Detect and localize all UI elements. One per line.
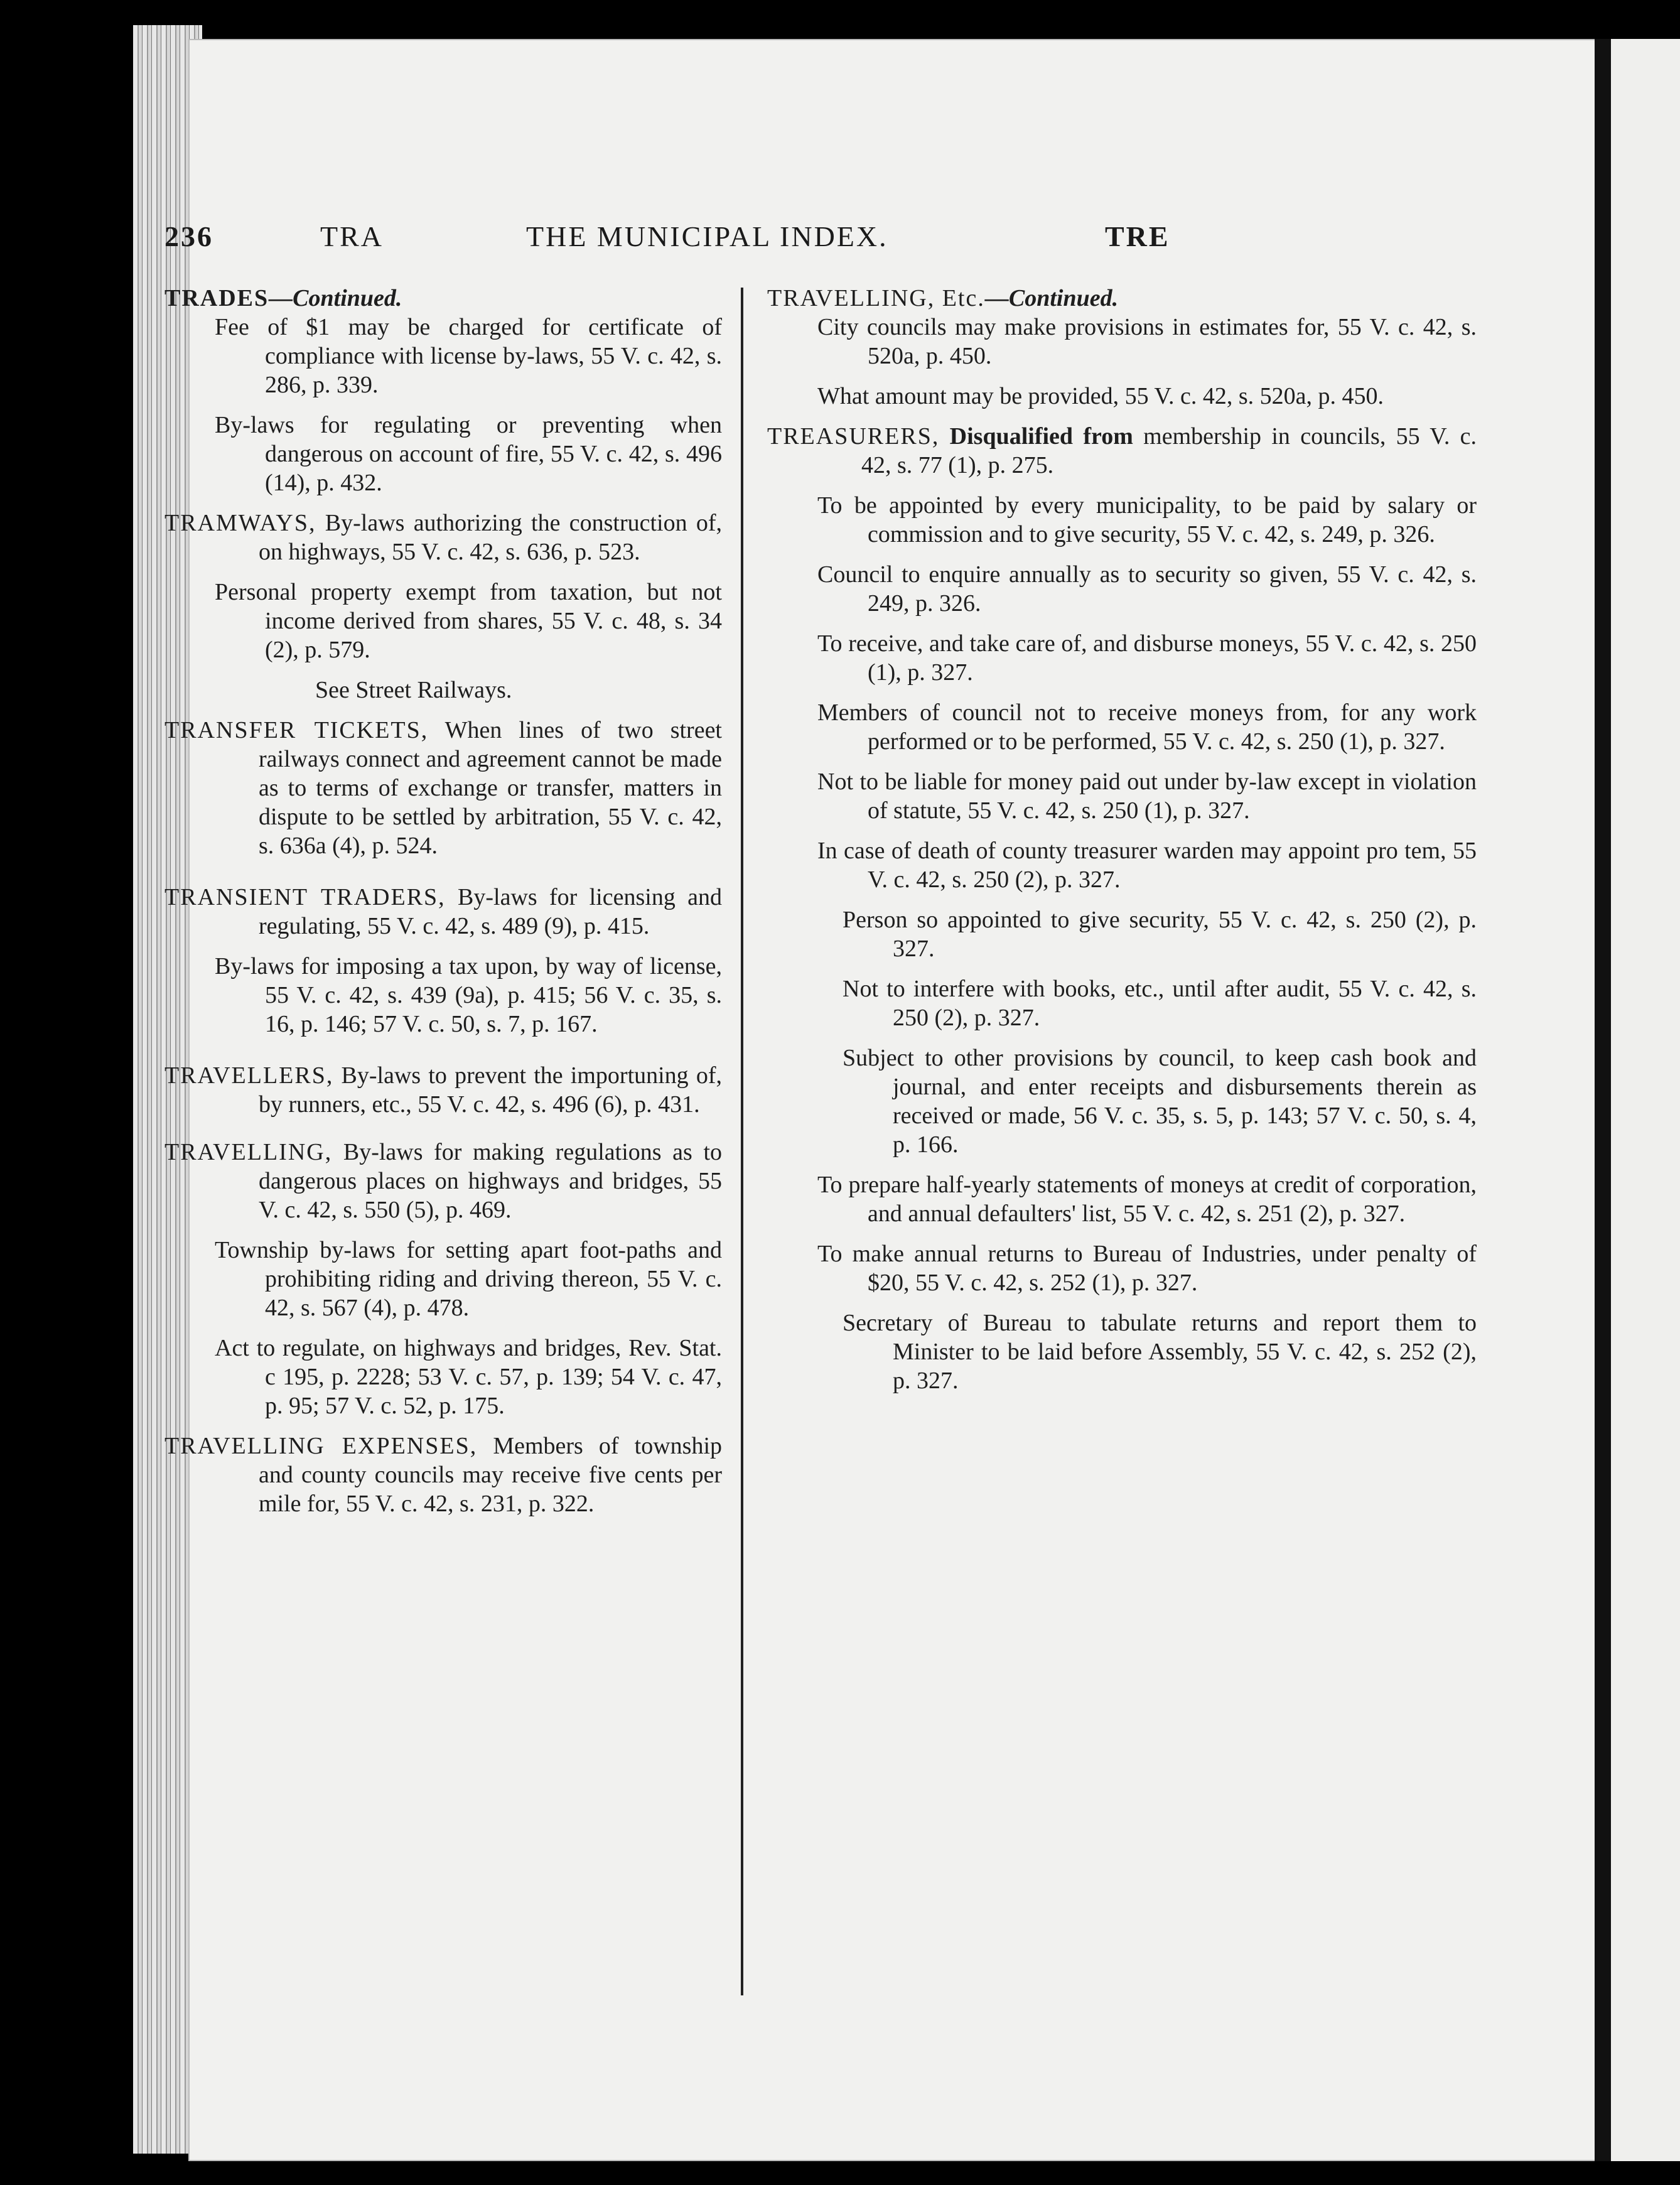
entry-heading: TRADES <box>164 285 269 311</box>
entry-travellers <box>164 1061 722 1119</box>
book-gutter <box>1595 39 1611 2161</box>
left-guide-word: TRA <box>320 220 384 252</box>
sub-entry: Council to enquire annually as to security so given, 55 V. c. 42, s. 249, p. 326. <box>817 561 1477 617</box>
entry-treasurers <box>767 422 1477 1395</box>
entry-text: By-laws authorizing the construction of, on highways, 55 V. c. 42, s. 636, p. 523. <box>259 510 723 565</box>
sub-entry: Act to regulate, on highways and bridges, Rev. Stat. c 195, p. 2228; 53 V. c. 57, p. 139; 54 V. c. 47, p. 95; 57 V. c. 52, p. 175. <box>215 1335 722 1419</box>
sub-entry: By-laws for imposing a tax upon, by way of license, 55 V. c. 42, s. 439 (9a), p. 415; 56 V. c. 35, s. 16, p. 146; 57 V. c. 50, s. 7, p. 167. <box>215 953 722 1037</box>
continued-label: —Continued. <box>269 285 402 311</box>
entry-travelling <box>164 1138 722 1420</box>
right-guide-word: TRE <box>1105 220 1170 252</box>
entry-text: Members of township and county councils may receive five cents per mile for, 55 V. c. 42, s. 231, p. 322. <box>259 1433 723 1517</box>
entry-heading: TRAVELLING, <box>164 1139 333 1165</box>
entry-travelling-expenses <box>164 1432 722 1518</box>
sub-entry: Township by-laws for setting apart foot-paths and prohibiting riding and driving thereon, 55 V. c. 42, s. 567 (4), p. 478. <box>215 1237 722 1321</box>
see-reference: See Street Railways. <box>315 677 512 703</box>
right-column <box>767 284 1477 1406</box>
entry-text: By-laws for making regulations as to dangerous places on highways and bridges, 55 V. c. 42, s. 550 (5), p. 469. <box>259 1139 723 1223</box>
sub-sub-entry: Subject to other provisions by council, to keep cash book and journal, and enter receipts and disbursements therein as received or made, 56 V. c. 35, s. 5, p. 143; 57 V. c. 50, s. 4, p. 166. <box>843 1045 1477 1158</box>
sub-entry: By-laws for regulating or preventing when dangerous on account of fire, 55 V. c. 42, s. 496 (14), p. 432. <box>215 412 722 496</box>
entry-travelling-continued <box>767 284 1477 411</box>
entry-heading: TRAVELLERS, <box>164 1062 334 1089</box>
entry-heading: TRAMWAYS, <box>164 510 316 536</box>
entry-text: membership in councils, 55 V. c. 42, s. 77 (1), p. 275. <box>861 423 1477 478</box>
sub-sub-entry: Secretary of Bureau to tabulate returns and report them to Minister to be laid before Assembly, 55 V. c. 42, s. 252 (2), p. 327. <box>843 1310 1477 1394</box>
running-title: THE MUNICIPAL INDEX. <box>526 220 888 252</box>
entry-heading: TRANSFER TICKETS, <box>164 717 429 743</box>
sub-entry: What amount may be provided, 55 V. c. 42, s. 520a, p. 450. <box>817 383 1384 409</box>
entry-heading: TRAVELLING, Etc. <box>767 285 985 311</box>
sub-entry: Members of council not to receive moneys from, for any work performed or to be performed, 55 V. c. 42, s. 250 (1), p. 327. <box>817 699 1477 755</box>
sub-entry: To be appointed by every municipality, to be paid by salary or commission and to give security, 55 V. c. 42, s. 249, p. 326. <box>817 492 1477 548</box>
continued-label: —Continued. <box>984 285 1119 311</box>
sub-sub-entry: Person so appointed to give security, 55 V. c. 42, s. 250 (2), p. 327. <box>843 907 1477 962</box>
page-number: 236 <box>164 220 213 252</box>
sub-entry: Not to be liable for money paid out under by-law except in violation of statute, 55 V. c. 42, s. 250 (1), p. 327. <box>817 769 1477 824</box>
sub-entry: Personal property exempt from taxation, but not income derived from shares, 55 V. c. 48, s. 34 (2), p. 579. <box>215 579 722 663</box>
sub-entry: To prepare half-yearly statements of moneys at credit of corporation, and annual defaulters' list, 55 V. c. 42, s. 251 (2), p. 327. <box>817 1172 1477 1227</box>
entry-trades <box>164 284 722 497</box>
entry-transient-traders <box>164 883 722 1039</box>
sub-entry: To make annual returns to Bureau of Industries, under penalty of $20, 55 V. c. 42, s. 252 (1), p. 327. <box>817 1241 1477 1296</box>
left-column <box>164 284 722 1530</box>
column-divider <box>741 288 743 1995</box>
sub-entry: To receive, and take care of, and disburse moneys, 55 V. c. 42, s. 250 (1), p. 327. <box>817 630 1477 686</box>
entry-heading: TREASURERS, <box>767 423 940 450</box>
entry-bold-text: Disqualified from <box>949 423 1133 450</box>
entry-heading: TRAVELLING EXPENSES, <box>164 1433 478 1459</box>
sub-sub-entry: Not to interfere with books, etc., until after audit, 55 V. c. 42, s. 250 (2), p. 327. <box>843 976 1477 1031</box>
entry-tramways <box>164 509 722 704</box>
sub-entry: Fee of $1 may be charged for certificate of compliance with license by-laws, 55 V. c. 42, s. 286, p. 339. <box>215 314 722 398</box>
sub-entry: In case of death of county treasurer warden may appoint pro tem, 55 V. c. 42, s. 250 (2), p. 327. <box>817 838 1477 893</box>
entry-text: By-laws to prevent the importuning of, by runners, etc., 55 V. c. 42, s. 496 (6), p. 431. <box>259 1062 722 1118</box>
sub-entry: City councils may make provisions in estimates for, 55 V. c. 42, s. 520a, p. 450. <box>817 314 1477 369</box>
entry-text: When lines of two street railways connect and agreement cannot be made as to terms of exchange or transfer, matters in dispute to be settled by arbitration, 55 V. c. 42, s. 636a (4), p. 524. <box>259 717 722 859</box>
facing-page-edge <box>1611 39 1680 2161</box>
entry-heading: TRANSIENT TRADERS, <box>164 884 446 910</box>
entry-text: By-laws for licensing and regulating, 55 V. c. 42, s. 489 (9), p. 415. <box>259 884 723 939</box>
entry-transfer-tickets <box>164 716 722 860</box>
